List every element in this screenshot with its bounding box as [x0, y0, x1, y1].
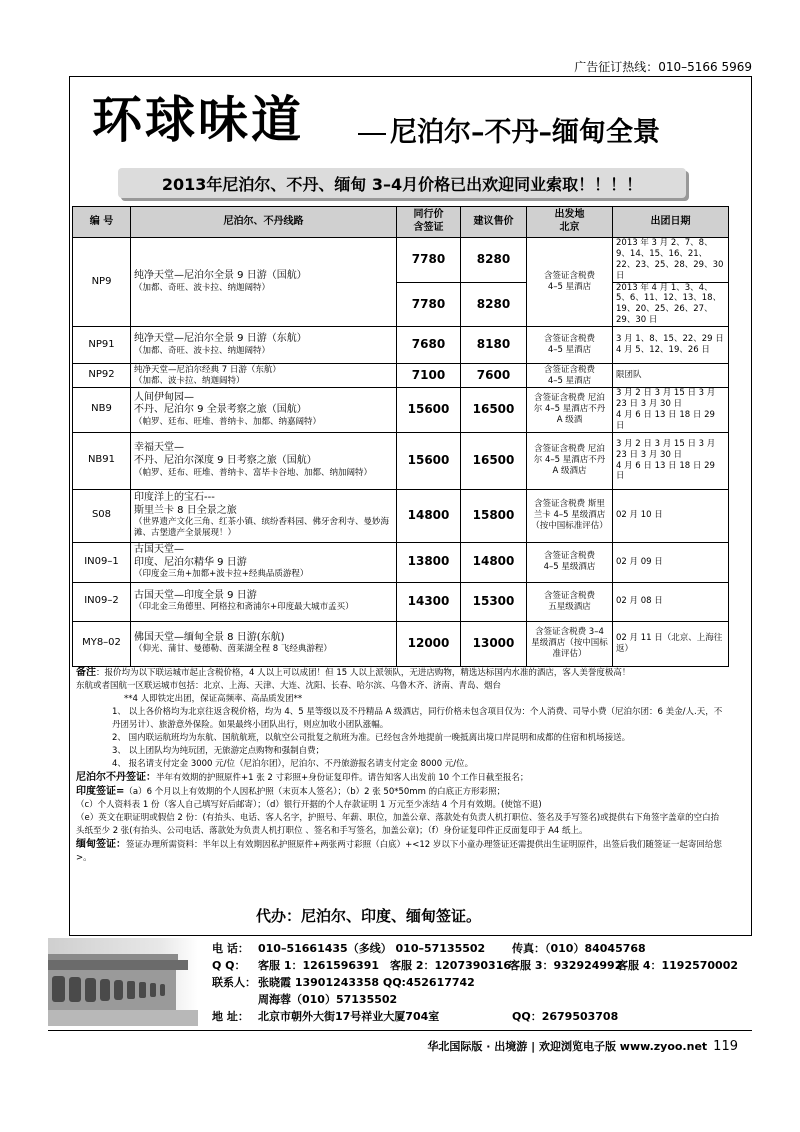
dates-cell: 2013 年 4 月 1、3、4、5、6、11、12、13、18、19、20、25、26、27、29、30 日: [613, 282, 729, 327]
route-code: NP9: [73, 238, 131, 327]
table-row: [73, 489, 729, 542]
hotel-cell: 含签证含税费 3–4 星级酒店（按中国标准评估）: [527, 621, 613, 666]
hotel-cell: 含签证含税费 4–5 星酒店: [527, 327, 613, 364]
contact-person-row-2: [212, 991, 485, 1008]
visa-agent-line: 代办：尼泊尔、印度、缅甸签证。: [256, 907, 482, 925]
route-cell: 古国天堂— 印度、尼泊尔精华 9 日游 （印度金三角+加都+波卡拉+经典品质游程）: [131, 542, 397, 582]
col-route-header: 尼泊尔、不丹线路: [131, 207, 397, 238]
table-row: [73, 238, 729, 283]
note-item: 3、 以上团队均为纯玩团，无旅游定点购物和强制自费；: [112, 746, 325, 756]
route-code: NB9: [73, 388, 131, 433]
prayer-wheels-photo: [48, 938, 198, 1026]
route-code: NP91: [73, 327, 131, 364]
route-cell: 印度洋上的宝石--- 斯里兰卡 8 日全景之旅 （世界遗产文化三角、红茶小镇、缤纷香料园、佛牙舍利寺、曼妙海滩、古堡遗产全景展现！）: [131, 489, 397, 542]
page-number: 119: [713, 1039, 738, 1054]
hotel-cell: 含签证含税费 4–5 星级酒店: [527, 542, 613, 582]
route-cell: 人间伊甸园— 不丹、尼泊尔 9 全景考察之旅（国航） （帕罗、廷布、旺堆、普纳卡、加都、纳嘉阔特）: [131, 388, 397, 433]
nepal-bhutan-visa: 尼泊尔不丹签证：半年有效期的护照原件+1 张 2 寸彩照+身份证复印件。请告知客人出发前 10 个工作日截至报名；: [76, 772, 529, 783]
retail-price: 8280: [461, 282, 527, 327]
table-row: [73, 542, 729, 582]
cities-line: 东航或者国航一区联运城市包括：北京、上海、天津、大连、沈阳、长春、哈尔滨、乌鲁木齐、济南、青岛、烟台: [76, 681, 502, 691]
phone-row: 电 话： 010–51661435（多线） 010–57135502 传真：（010）84045768: [212, 942, 646, 955]
qq-extra: QQ：2679503708: [512, 1010, 619, 1023]
price-banner: 2013年尼泊尔、不丹、缅甸 3–4月价格已出欢迎同业索取！！！！: [118, 168, 686, 198]
fax: 传真：（010）84045768: [512, 942, 646, 955]
india-visa-e: （e）英文在职证明或假信 2 份：(有抬头、电话、客人名字，护照号、年薪、职位，加盖公章、落款处有负责人机打职位、签名及手写签名)或提供右下角签字盖章的空白抬头纸至少 2 张(有抬头、公司电话、落款处为负责人机打职位 、签名和手写签名，加盖公章)；（f）身份证复印件正反面复印于 A4 纸上。: [76, 813, 720, 836]
guarantee-line: **4 人即铁定出团，保证高频率、高品质发团**: [124, 694, 303, 704]
route-cell: 纯净天堂—尼泊尔经典 7 日游（东航） （加都、波卡拉、纳迦阔特）: [131, 364, 397, 388]
dates-cell: 02 月 09 日: [613, 542, 729, 582]
trade-price: 15600: [397, 432, 461, 489]
qq-service-4: 客服 4：1192570002: [617, 959, 739, 972]
col-departure-header: 出发地 北京: [527, 207, 613, 238]
col-trade-price-header: 同行价 含签证: [397, 207, 461, 238]
table-row: [73, 582, 729, 621]
hotel-cell: 含签证含税费 4–5 星酒店: [527, 364, 613, 388]
note-item: 1、 以上各价格均为北京往返含税价格，均为 4、5 星等级以及不丹精品 A 级酒店，同行价格未包含项目仅为：个人消费、司导小费（尼泊尔团：6 美金/人.天，不丹团另计）、旅游意外保险。如果最终小团队出行，则应加收小团队涨幅。: [112, 707, 723, 730]
hotel-cell: 含签证含税费 尼泊尔 4–5 星酒店不丹 A 级酒店: [527, 432, 613, 489]
route-code: NB91: [73, 432, 131, 489]
trade-price: 12000: [397, 621, 461, 666]
note-item: 2、 国内联运航班均为东航、国航航班，以航空公司批复之航班为准。已经包含外地提前一晚抵离出境口岸昆明和成都的住宿和机场接送。: [112, 733, 631, 743]
phone-numbers: 010–51661435（多线） 010–57135502: [258, 942, 486, 955]
trade-price: 7100: [397, 364, 461, 388]
retail-price: 16500: [461, 432, 527, 489]
remark-paragraph: 备注：报价均为以下联运城市起止含税价格，4 人以上可以成团！但 15 人以上派领队，无进店购物，精选达标国内水准的酒店，客人美誉度极高！: [76, 667, 631, 678]
qq-service-3: 客服 3：932924992: [509, 959, 623, 972]
retail-price: 15800: [461, 489, 527, 542]
col-code-header: 编 号: [73, 207, 131, 238]
myanmar-visa: 缅甸签证：签证办理所需资料：半年以上有效期因私护照原件+两张两寸彩照（白底）+<12 岁以下小童办理签证还需提供出生证明原件，出签后我们随签证一起寄回给您>。: [76, 839, 722, 863]
hotel-cell: 含签证含税费 五星级酒店: [527, 582, 613, 621]
retail-price: 8180: [461, 327, 527, 364]
dates-cell: 2013 年 3 月 2、7、8、9、14、15、16、21、22、23、25、28、29、30 日: [613, 238, 729, 283]
route-code: IN09–2: [73, 582, 131, 621]
table-row: [73, 327, 729, 364]
hotel-cell: 含签证含税费 4–5 星酒店: [527, 238, 613, 327]
dates-cell: 02 月 10 日: [613, 489, 729, 542]
footer: [427, 1038, 738, 1054]
qq-service-2: 客服 2：1207390316: [390, 959, 512, 972]
trade-price: 7680: [397, 327, 461, 364]
contact-person-1: 张晓霞 13901243358 QQ:452617742: [258, 976, 475, 989]
col-dates-header: 出团日期: [613, 207, 729, 238]
dates-cell: 3 月 2 日 3 月 15 日 3 月 23 日 3 月 30 日 4 月 6 日 13 日 18 日 29 日: [613, 432, 729, 489]
india-visa: 印度签证=（a）6 个月以上有效期的个人因私护照（末页本人签名）；（b）2 张 50*50mm 的白底正方形彩照；: [76, 786, 506, 797]
brand-subtitle: 尼泊尔–不丹–缅甸全景: [358, 110, 660, 149]
footer-text: 华北国际版 · 出境游 | 欢迎浏览电子版 www.zyoo.net: [427, 1040, 708, 1053]
table-header-row: [73, 207, 729, 238]
hotel-cell: 含签证含税费 尼泊尔 4–5 星酒店不丹 A 级酒: [527, 388, 613, 433]
trade-price: 15600: [397, 388, 461, 433]
qq-service-1: 客服 1：1261596391: [258, 959, 380, 972]
qq-row: Q Q： 客服 1：1261596391 客服 2：1207390316 客服 3：932924992 客服 4：1192570002: [212, 959, 739, 972]
brand-title: 环球味道: [92, 90, 304, 149]
route-cell: 佛国天堂—缅甸全景 8 日游(东航) （仰光、蒲甘、曼德勒、茵莱湖全程 8 飞经典游程）: [131, 621, 397, 666]
dates-cell: 3 月 2 日 3 月 15 日 3 月 23 日 3 月 30 日 4 月 6 日 13 日 18 日 29 日: [613, 388, 729, 433]
note-item: 4、 报名请支付定金 3000 元/位（尼泊尔团），尼泊尔、不丹旅游报名请支付定金 8000 元/位。: [112, 759, 474, 769]
table-row: [73, 432, 729, 489]
route-code: NP92: [73, 364, 131, 388]
contact-person-2: 周海蓉（010）57135502: [258, 993, 398, 1006]
trade-price: 7780: [397, 238, 461, 283]
dates-cell: 限团队: [613, 364, 729, 388]
trade-price: 14800: [397, 489, 461, 542]
dates-cell: 02 月 11 日（北京、上海往返）: [613, 621, 729, 666]
retail-price: 7600: [461, 364, 527, 388]
table-row: [73, 388, 729, 433]
trade-price: 14300: [397, 582, 461, 621]
notes-section: [76, 666, 726, 865]
hotel-cell: 含签证含税费 斯里兰卡 4–5 星级酒店（按中国标准评估）: [527, 489, 613, 542]
trade-price: 13800: [397, 542, 461, 582]
contact-block: [212, 940, 739, 1025]
contact-person-row: 联系人： 张晓霞 13901243358 QQ:452617742: [212, 976, 475, 989]
route-cell: 幸福天堂— 不丹、尼泊尔深度 9 日考察之旅（国航） （帕罗、廷布、旺堆、普纳卡、富毕卡谷地、加都、纳加阔特）: [131, 432, 397, 489]
route-cell: 纯净天堂—尼泊尔全景 9 日游（国航） （加都、奇旺、波卡拉、纳迦阔特）: [131, 238, 397, 327]
dates-cell: 02 月 08 日: [613, 582, 729, 621]
address-row: 地 址： 北京市朝外大街17号祥业大厦704室 QQ：2679503708: [212, 1010, 619, 1023]
retail-price: 8280: [461, 238, 527, 283]
route-code: IN09–1: [73, 542, 131, 582]
dates-cell: 3 月 1、8、15、22、29 日 4 月 5、12、19、26 日: [613, 327, 729, 364]
route-code: S08: [73, 489, 131, 542]
route-code: MY8–02: [73, 621, 131, 666]
retail-price: 16500: [461, 388, 527, 433]
india-visa-c: （c）个人资料表 1 份（客人自己填写好后邮寄）；（d）银行开据的个人存款证明 1 万元至少冻结 4 个月有效期。(使馆不退): [76, 800, 542, 810]
retail-price: 15300: [461, 582, 527, 621]
table-row: [73, 621, 729, 666]
retail-price: 14800: [461, 542, 527, 582]
route-cell: 纯净天堂—尼泊尔全景 9 日游（东航） （加都、奇旺、波卡拉、纳迦阔特）: [131, 327, 397, 364]
route-cell: 古国天堂—印度全景 9 日游 （印北金三角德里、阿格拉和斋浦尔+印度最大城市孟买）: [131, 582, 397, 621]
address: 北京市朝外大街17号祥业大厦704室: [258, 1010, 440, 1023]
footer-divider: [48, 1030, 752, 1031]
ad-hotline: 广告征订热线：010–5166 5969: [574, 60, 752, 74]
tour-price-table: [72, 206, 729, 667]
retail-price: 13000: [461, 621, 527, 666]
col-retail-header: 建议售价: [461, 207, 527, 238]
table-row: [73, 364, 729, 388]
trade-price: 7780: [397, 282, 461, 327]
